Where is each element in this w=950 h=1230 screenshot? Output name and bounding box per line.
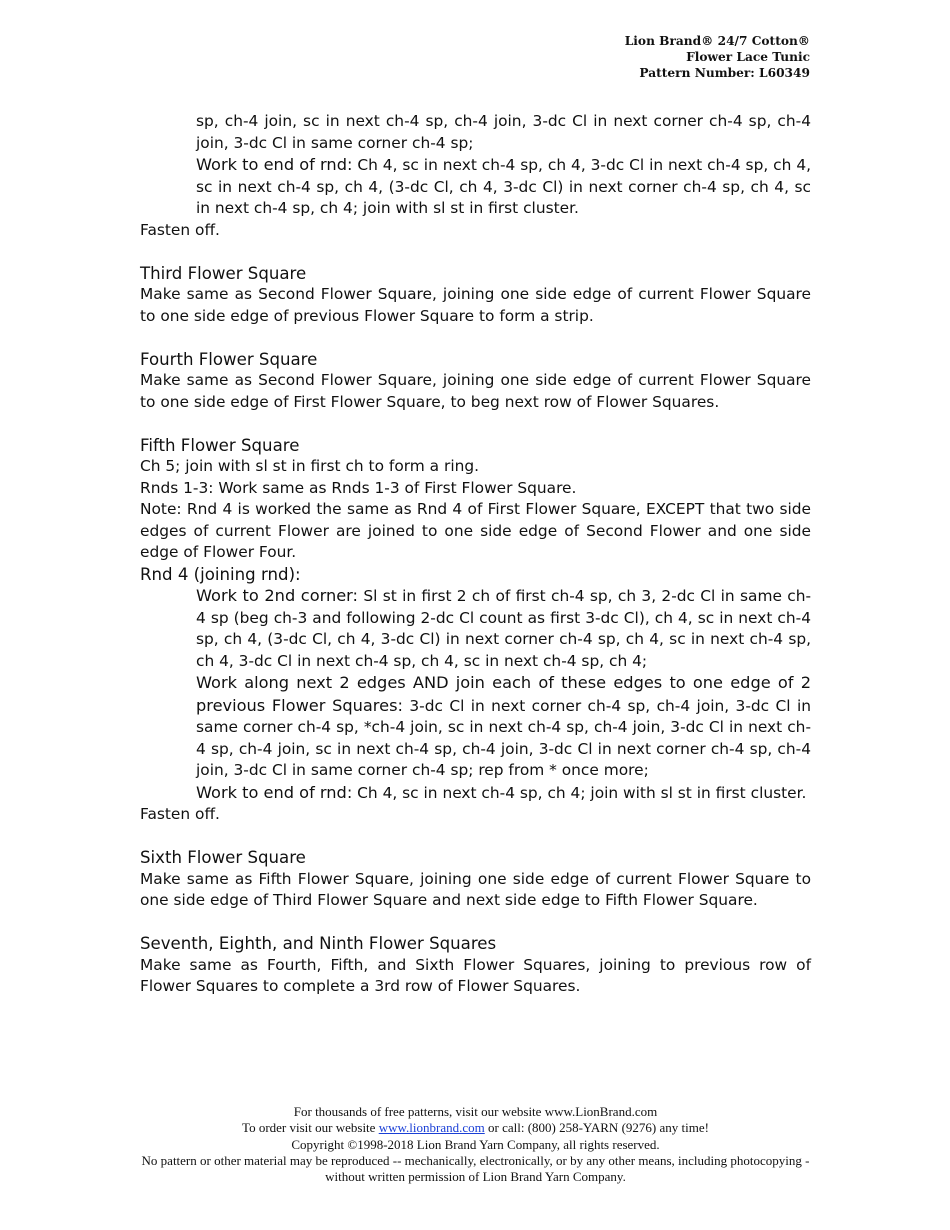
- note-text: Rnd 4 is worked the same as Rnd 4 of First Flower Square, EXCEPT that two side edges of current Flower are joined to one side edge of Second Flower and one side edge of Flower Four.: [140, 500, 811, 561]
- sixth-square-text: Make same as Fifth Flower Square, joining one side edge of current Flower Square to one side edge of Third Flower Square and next side edge to Fifth Flower Square.: [140, 869, 811, 909]
- header-brand: Lion Brand® 24/7 Cotton®: [624, 34, 810, 48]
- seventh-ninth-squares-text: Make same as Fourth, Fifth, and Sixth Flower Squares, joining to previous row of Flower Squares to complete a 3rd row of Flower Squares.: [140, 955, 811, 995]
- step-text: Sl st in first 2 ch of first ch-4 sp, ch 3, 2-dc Cl in same ch-4 sp (beg ch-3 and following 2-dc Cl count as first 3-dc Cl), ch 4, sc in next ch-4 sp, ch 4, (3-dc Cl, ch 4, 3-dc Cl) in next corner ch-4 sp, ch 4, sc in next ch-4 sp, ch 4, 3-dc Cl in next ch-4 sp, ch 4, sc in next ch-4 sp, ch 4;: [196, 587, 811, 670]
- footer-phone-text: or call: (800) 258-YARN (9276) any time!: [484, 1120, 709, 1136]
- page-footer: [140, 1104, 811, 1185]
- step-text: 3-dc Cl in next corner ch-4 sp, ch-4 join, 3-dc Cl in same corner ch-4 sp, *ch-4 join, sc in next ch-4 sp, ch-4 join, 3-dc Cl in next ch-4 sp, ch-4 join, sc in next ch-4 sp, ch-4 join, 3-dc Cl in next corner ch-4 sp, ch-4 join, 3-dc Cl in same corner ch-4 sp; rep from * once more;: [196, 696, 811, 779]
- step-lead: Work along next 2 edges AND join each of these edges to one edge of 2 previous Flower Squares:: [196, 673, 811, 715]
- footer-disclaimer: No pattern or other material may be reproduced -- mechanically, electronically, or by any other means, including photocopying - without written permission of Lion Brand Yarn Company.: [141, 1152, 810, 1185]
- step-text: Ch 4, sc in next ch-4 sp, ch 4, 3-dc Cl in next ch-4 sp, ch 4, sc in next ch-4 sp, ch 4, (3-dc Cl, ch 4, 3-dc Cl) in next corner ch-4 sp, ch 4, sc in next ch-4 sp, ch 4; join with sl st in first cluster.: [196, 156, 811, 217]
- continued-instruction: sp, ch-4 join, sc in next ch-4 sp, ch-4 join, 3-dc Cl in next corner ch-4 sp, ch-4 join, 3-dc Cl in same corner ch-4 sp;: [196, 112, 811, 152]
- step-lead: Work to end of rnd:: [196, 782, 353, 802]
- continued-end-of-round: [140, 154, 811, 220]
- step-lead: Work to 2nd corner:: [196, 586, 359, 605]
- page-header: [625, 33, 810, 81]
- fasten-off: Fasten off.: [140, 805, 220, 823]
- header-pattern-name: Flower Lace Tunic: [686, 50, 810, 64]
- pattern-body: [140, 111, 811, 998]
- seventh-ninth-squares-heading: Seventh, Eighth, and Ninth Flower Squares: [140, 934, 497, 953]
- fasten-off: Fasten off.: [140, 220, 220, 239]
- fourth-square-text: Make same as Second Flower Square, joining one side edge of current Flower Square to one side edge of First Flower Square, to beg next row of Flower Squares.: [140, 371, 811, 411]
- fifth-square-rounds: Rnds 1-3: Work same as Rnds 1-3 of First Flower Square.: [140, 478, 577, 497]
- third-square-text: Make same as Second Flower Square, joining one side edge of current Flower Square to one side edge of previous Flower Square to form a strip.: [140, 285, 811, 325]
- joining-round-heading: Rnd 4 (joining rnd):: [140, 564, 301, 584]
- joining-step-2: [140, 672, 811, 782]
- footer-order-line: [140, 1120, 811, 1136]
- step-text: Ch 4, sc in next ch-4 sp, ch 4; join with sl st in first cluster.: [352, 783, 807, 802]
- sixth-square-heading: Sixth Flower Square: [140, 848, 306, 867]
- fifth-square-chain: Ch 5; join with sl st in first ch to form a ring.: [140, 457, 480, 475]
- footer-free-patterns: For thousands of free patterns, visit our website www.LionBrand.com: [293, 1104, 658, 1119]
- header-pattern-number: Pattern Number: L60349: [639, 66, 810, 80]
- fifth-square-note: [140, 499, 811, 564]
- step-lead: Work to end of rnd:: [196, 155, 353, 174]
- fourth-square-heading: Fourth Flower Square: [140, 349, 318, 369]
- fifth-square-heading: Fifth Flower Square: [140, 435, 300, 455]
- third-square-heading: Third Flower Square: [140, 263, 307, 283]
- joining-step-1: [140, 585, 811, 672]
- note-lead: Note:: [140, 500, 182, 518]
- joining-step-3: [140, 782, 811, 805]
- footer-order-text: To order visit our website: [242, 1120, 379, 1136]
- website-link[interactable]: www.lionbrand.com: [378, 1120, 485, 1136]
- footer-copyright: Copyright ©1998-2018 Lion Brand Yarn Company, all rights reserved.: [291, 1136, 660, 1152]
